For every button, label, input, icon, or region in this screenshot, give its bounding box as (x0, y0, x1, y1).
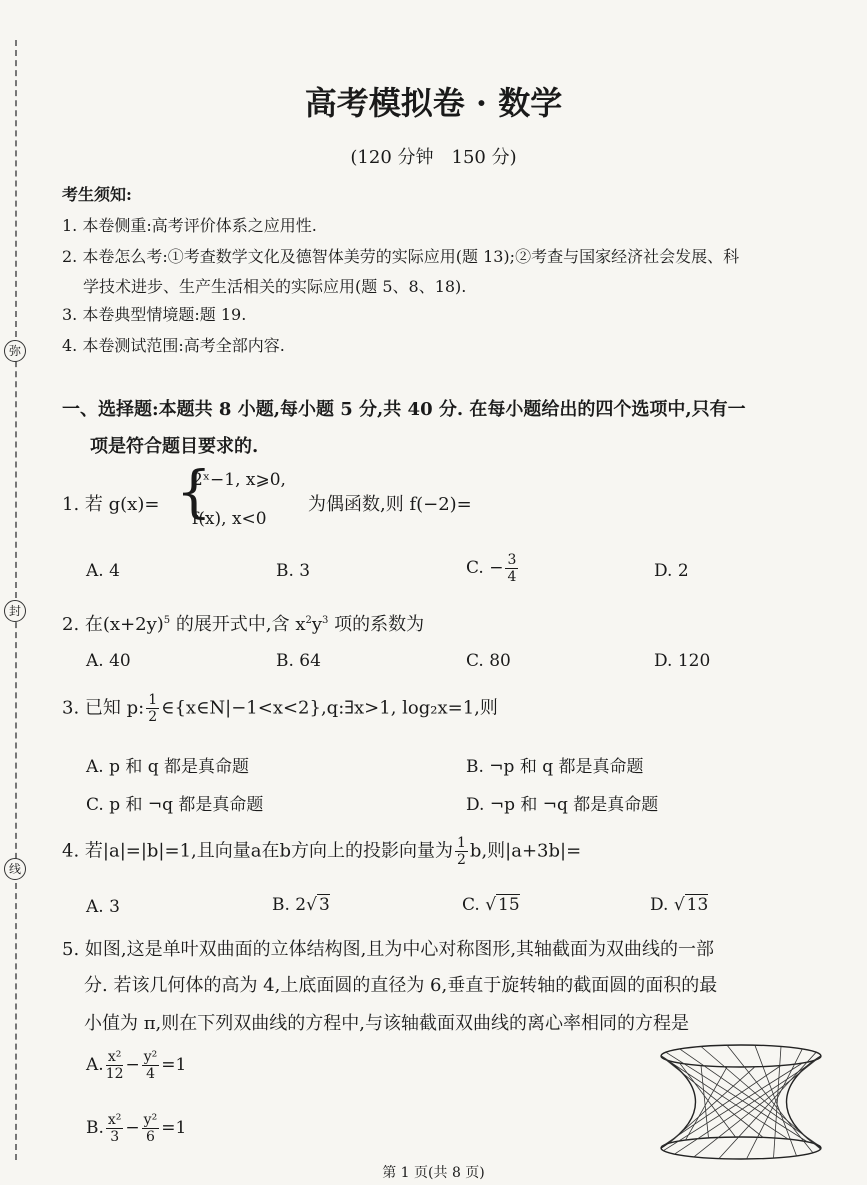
section-heading-cont: 项是符合题目要求的. (90, 436, 259, 457)
q1-case2: f(x), x<0 (192, 509, 267, 529)
q1-lead: 1. 若 g(x)= (62, 494, 160, 515)
q5-option-b-n2: y² (143, 1112, 158, 1128)
q4-option-d (650, 895, 708, 915)
q5-option-b: B. $\frac{\text{x²}}{3}$ − $\frac{\text{y²}}{6}$ =1 (86, 1112, 187, 1145)
q4-option-b (272, 895, 330, 915)
q4-option-d-radicand: 13 (686, 895, 709, 915)
q5-option-b-n1: x² (107, 1112, 122, 1128)
ruling-line (719, 1052, 816, 1158)
q2-option-b: B. 64 (276, 651, 321, 671)
q5-stem-line1: 5. 如图,这是单叶双曲面的立体结构图,且为中心对称图形,其轴截面为双曲线的一部 (62, 939, 715, 960)
q2-stem-d: 项的系数为 (328, 614, 425, 635)
q4-option-d-prefix: D. √ (650, 895, 685, 915)
ruling-line (669, 1067, 755, 1143)
q5-stem-line2: 分. 若该几何体的高为 4,上底面圆的直径为 6,垂直于旋转轴的截面圆的面积的最 (84, 975, 718, 996)
q3-option-d: D. ¬p 和 ¬q 都是真命题 (466, 795, 659, 815)
q5-option-a-d1: 12 (105, 1066, 124, 1082)
q5-option-a: A. $\frac{\text{x²}}{12}$ − $\frac{\text{y²}}{4}$ =1 (86, 1049, 187, 1082)
q1-option-b: B. 3 (276, 561, 311, 581)
q1-option-d: D. 2 (654, 561, 689, 581)
q5-stem-line3: 小值为 π,则在下列双曲线的方程中,与该轴截面双曲线的离心率相同的方程是 (84, 1013, 689, 1034)
ruling-line (774, 1047, 782, 1159)
q2-stem-b: 的展开式中,含 x (170, 614, 306, 635)
q5-option-b-prefix: B. (86, 1118, 104, 1138)
exam-duration-score: (120 分钟 150 分) (350, 147, 517, 168)
q4-tail: b,则|a+3b|= (469, 840, 582, 862)
q3-frac-num: 1 (148, 692, 158, 708)
margin-mark-feng: 封 (4, 600, 26, 622)
q1-case1: 2ˣ−1, x⩾0, (192, 470, 286, 490)
hyperboloid-figure (652, 1040, 830, 1164)
piecewise-brace: { (176, 460, 212, 525)
page-footer: 第 1 页(共 8 页) (382, 1165, 485, 1181)
q4-frac-den: 2 (457, 852, 466, 868)
q5-option-a-n2: y² (143, 1049, 158, 1065)
q5-option-a-tail: =1 (161, 1055, 187, 1075)
notice-heading: 考生须知: (62, 185, 132, 204)
q2-exp: 5 (163, 615, 171, 626)
ruling-line (694, 1056, 821, 1157)
q5-option-b-d2: 6 (145, 1129, 155, 1145)
q1-option-c-num: 3 (507, 552, 517, 568)
margin-mark-mi: 弥 (4, 340, 26, 362)
q2-stem-a: 2. 在(x+2y) (62, 614, 164, 635)
q3-stem (62, 693, 498, 724)
q4-option-b-prefix: B. 2√ (272, 895, 317, 915)
q3-tail: ∈{x∈N|−1<x<2},q:∃x>1, log₂x=1,则 (161, 697, 498, 719)
q3-option-b: B. ¬p 和 q 都是真命题 (466, 757, 644, 777)
q3-lead: 3. 已知 p: (62, 697, 145, 719)
margin-mark-xian: 线 (4, 858, 26, 880)
notice-item: 4. 本卷测试范围:高考全部内容. (62, 336, 285, 355)
q1-option-c (466, 553, 520, 584)
q1-option-c-den: 4 (507, 569, 517, 585)
q3-option-c: C. p 和 ¬q 都是真命题 (86, 795, 264, 815)
q2-exp3: 3 (322, 615, 329, 626)
q1-option-a: A. 4 (86, 561, 120, 581)
q5-option-b-tail: =1 (161, 1118, 187, 1138)
q1-option-c-prefix: C. − (466, 558, 504, 578)
q4-option-b-radicand: 3 (318, 895, 330, 915)
page-title: 高考模拟卷 · 数学 (304, 84, 563, 122)
q2-option-a: A. 40 (86, 651, 131, 671)
notice-item: 3. 本卷典型情境题:题 19. (62, 305, 247, 324)
q2-exp2: 2 (305, 615, 312, 626)
q4-option-c-radicand: 15 (498, 895, 520, 915)
q4-stem (62, 836, 581, 867)
q4-option-c-prefix: C. √ (462, 895, 497, 915)
q2-option-d: D. 120 (654, 651, 711, 671)
q5-option-a-prefix: A. (86, 1055, 104, 1075)
q3-frac-den: 2 (148, 709, 158, 725)
q5-option-a-d2: 4 (146, 1066, 155, 1082)
q2-stem (62, 610, 424, 636)
notice-item: 学技术进步、生产生活相关的实际应用(题 5、8、18). (83, 277, 467, 296)
notice-item: 1. 本卷侧重:高考评价体系之应用性. (62, 216, 317, 235)
q4-frac-num: 1 (457, 835, 466, 851)
q4-option-a: A. 3 (86, 897, 120, 917)
q4-lead: 4. 若|a|=|b|=1,且向量a在b方向上的投影向量为 (62, 840, 453, 862)
section-heading: 一、选择题:本题共 8 小题,每小题 5 分,共 40 分. 在每小题给出的四个选项中,只有一 (62, 399, 746, 420)
q4-option-c (462, 895, 520, 915)
hyperboloid-rulings (661, 1045, 821, 1159)
notice-item: 2. 本卷怎么考:①考查数学文化及德智体美劳的实际应用(题 13);②考查与国家经济社会发展、科 (62, 247, 740, 266)
q5-option-b-d1: 3 (110, 1129, 120, 1145)
q2-option-c: C. 80 (466, 651, 511, 671)
q3-option-a: A. p 和 q 都是真命题 (86, 757, 250, 777)
q2-stem-c: y (311, 614, 323, 635)
q1-tail: 为偶函数,则 f(−2)= (308, 494, 472, 515)
q5-option-a-n1: x² (107, 1049, 122, 1065)
